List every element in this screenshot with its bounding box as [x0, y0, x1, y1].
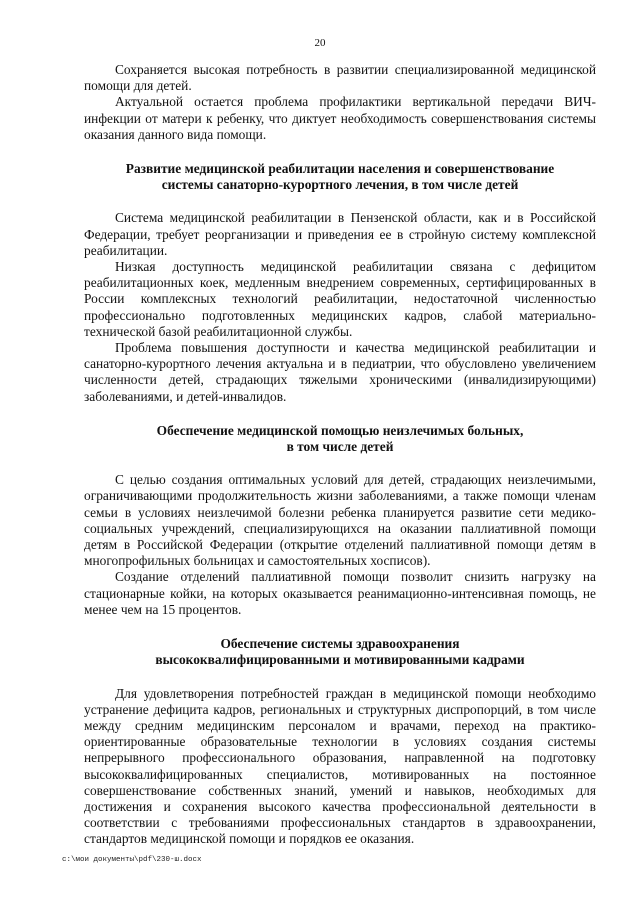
section-heading: [84, 423, 596, 455]
heading-line: Обеспечение медицинской помощью неизлечимых больных,: [156, 422, 524, 438]
section-heading: [84, 636, 596, 668]
heading-line: высококвалифицированными и мотивированными кадрами: [155, 652, 525, 668]
heading-line: Обеспечение системы здравоохранения: [220, 636, 460, 652]
paragraph: Сохраняется высокая потребность в развитии специализированной медицинской помощи для детей.: [84, 62, 596, 94]
section-body: [84, 472, 596, 618]
palliative-section: [84, 423, 596, 618]
staffing-section: [84, 636, 596, 847]
page-content: [84, 62, 596, 848]
heading-line: Развитие медицинской реабилитации населения и совершенствование: [125, 161, 555, 177]
section-body: [84, 686, 596, 848]
footer-file-path: c:\мои документы\pdf\230-ш.docx: [62, 856, 202, 864]
section-heading: [84, 161, 596, 193]
paragraph: Низкая доступность медицинской реабилитации связана с дефицитом реабилитационных коек, медленным внедрением современных, сертифицированных в России комплексных технологий реабилитации, недостаточной численностью профессионально подготовленных медицинских кадров, слабой материально-технической базой реабилитационной службы.: [84, 259, 596, 339]
heading-line: в том числе детей: [286, 439, 394, 455]
paragraph: С целью создания оптимальных условий для детей, страдающих неизлечимыми, ограничивающими продолжительность жизни заболеваниями, а также помощи членам семьи в условиях неизлечимой болезни ребенка планируется развитие сети медико-социальных учреждений, специализирующихся на оказании паллиативной помощи детям в Российской Федерации (открытие отделений паллиативной помощи детям в многопрофильных больницах и самостоятельных хосписов).: [84, 472, 596, 569]
page-number: 20: [314, 37, 326, 49]
paragraph: Создание отделений паллиативной помощи позволит снизить нагрузку на стационарные койки, на которых оказывается реанимационно-интенсивная помощь, не менее чем на 15 процентов.: [84, 569, 596, 617]
paragraph: Актуальной остается проблема профилактики вертикальной передачи ВИЧ-инфекции от матери к ребенку, что диктует необходимость совершенствования системы оказания данного вида помощи.: [84, 94, 596, 142]
section-body: [84, 210, 596, 404]
paragraph: Проблема повышения доступности и качества медицинской реабилитации и санаторно-курортного лечения актуальна и в педиатрии, что обусловлено увеличением численности детей, страдающих тяжелыми хроническими (инвалидизирующими) заболеваниями, и детей-инвалидов.: [84, 340, 596, 404]
paragraph: Система медицинской реабилитации в Пензенской области, как и в Российской Федерации, требует реорганизации и приведения ее в стройную систему комплексной реабилитации.: [84, 210, 596, 258]
paragraph: Для удовлетворения потребностей граждан в медицинской помощи необходимо устранение дефицита кадров, региональных и структурных диспропорций, в том числе между средним медицинским персоналом и врачами, переход на практико-ориентированные образовательные технологии в условиях создания системы непрерывного профессионального образования, направленной на подготовку высококвалифицированных специалистов, мотивированных на постоянное совершенствование собственных знаний, умений и навыков, необходимых для достижения и сохранения высокого качества профессиональной деятельности в соответствии с требованиями профессиональных стандартов в здравоохранении, стандартов медицинской помощи и порядков ее оказания.: [84, 685, 596, 847]
rehabilitation-section: [84, 161, 596, 405]
heading-line: системы санаторно-курортного лечения, в том числе детей: [161, 177, 519, 193]
intro-section: [84, 62, 596, 143]
